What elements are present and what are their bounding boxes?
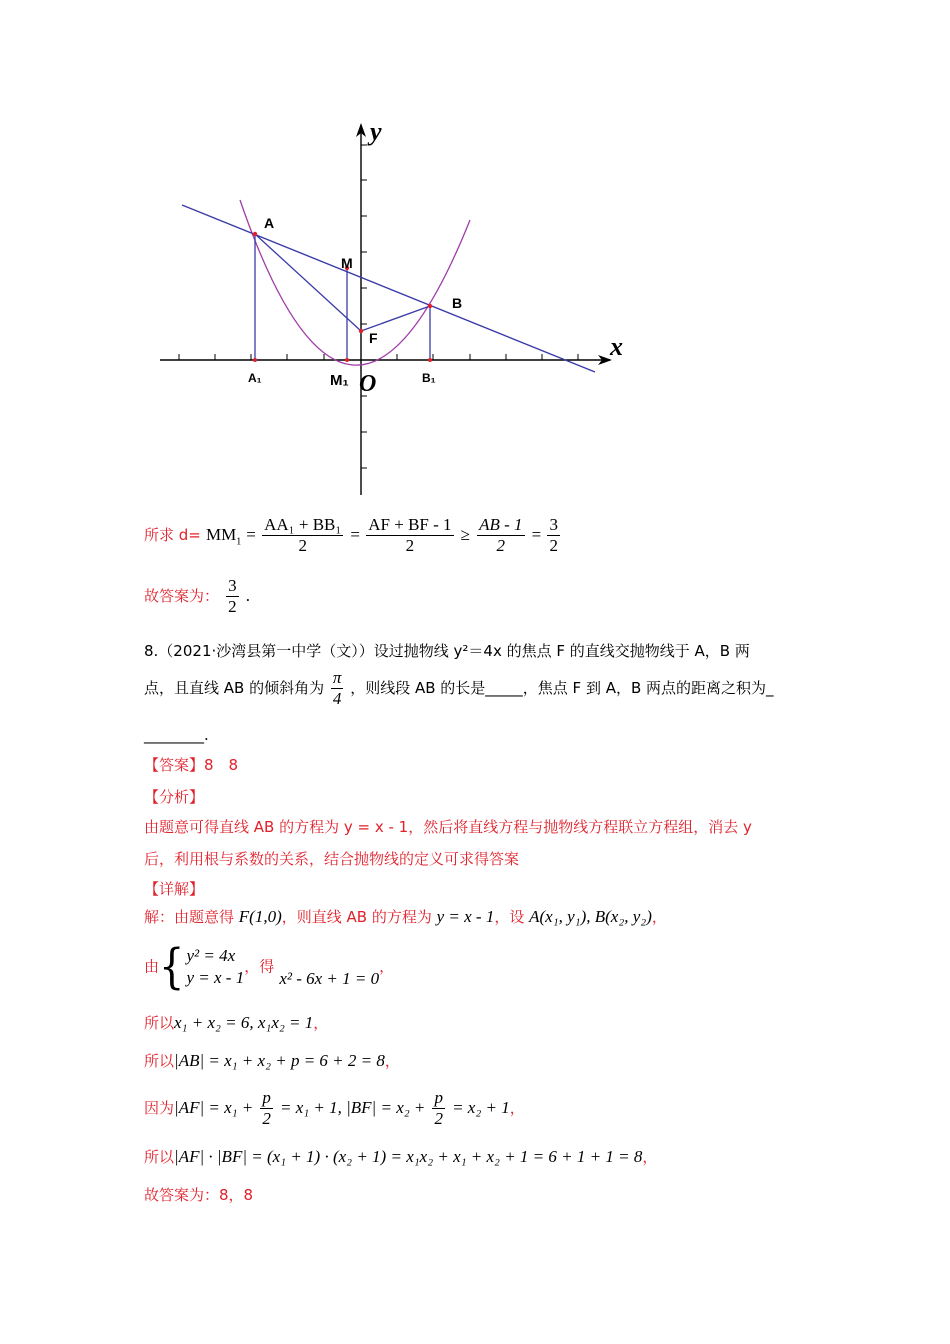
detail-line-ab: 所以|AB| = x₁ + x₂ + p = 6 + 2 = 8， <box>144 1051 400 1070</box>
label-y: y <box>370 117 382 146</box>
formula-prefix: 所求 d= <box>144 526 201 544</box>
label-a1: A₁ <box>248 371 262 385</box>
point-a1 <box>253 358 257 362</box>
formula-distance: 所求 $d= MM_1$ = $\frac{\text{AA₁ + BB₁}}{2}$ = $\frac{AF + BF - 1}{2}$ ≥ $\frac{AB - 1}{2}$ = $\frac{3}{2}$ <box>144 515 558 555</box>
label-m1: M₁ <box>330 372 349 389</box>
label-b: B <box>452 295 463 311</box>
point-b1 <box>428 358 432 362</box>
point-m1 <box>345 358 349 362</box>
detail-line-1: 解：由题意得 F(1,0)，则直线 AB 的方程为 y = x - 1，设 A(x₁, y₁), B(x₂, y₂)， <box>144 907 667 926</box>
analysis-line-2: 后，利用根与系数的关系，结合抛物线的定义可求得答案 <box>144 850 520 868</box>
point-b <box>428 304 432 308</box>
answer-label: 【答案】8 8 <box>144 756 239 774</box>
question-line-1: 8.（2021·沙湾县第一中学（文））设过抛物线 y²＝4x 的焦点 F 的直线交抛物线于 A，B 两 <box>144 642 750 660</box>
parabola-figure <box>140 110 640 500</box>
detail-final: 故答案为：8，8 <box>144 1186 254 1204</box>
y-ticks <box>361 145 367 468</box>
fraction-4: $\frac{3}{2}$ <box>549 515 558 555</box>
line-ab <box>182 205 595 372</box>
label-m: M <box>341 255 353 271</box>
point-f <box>359 329 363 333</box>
fraction-2: $\frac{AF + BF - 1}{2}$ <box>368 515 452 555</box>
detail-system: 由{ y² = 4x y = x - 1 ，得 x² - 6x + 1 = 0， <box>144 939 395 995</box>
angle-fraction: $\frac{\pi}{4}$ <box>332 668 342 708</box>
segment-af <box>255 234 361 331</box>
label-a: A <box>264 215 275 231</box>
fraction-3: $\frac{AB - 1}{2}$ <box>479 515 523 555</box>
detail-line-af: 因为|AF| = x₁ + $\frac{p}{2}$ = x₁ + 1, |BF| = x₂ + $\frac{p}{2}$ = x₂ + 1， <box>144 1088 525 1128</box>
parabola-curve <box>240 200 470 365</box>
question-line-2: 点，且直线 AB 的倾斜角为 $\frac{\pi}{4}$ ，则线段 AB 的长是_____，焦点 F 到 A，B 两点的距离之积为_ <box>144 668 774 708</box>
detail-line-sum: 所以x₁ + x₂ = 6, x₁x₂ = 1， <box>144 1013 329 1032</box>
answer-line: 故答案为： $\frac{3}{2}$ . <box>144 576 250 616</box>
label-f: F <box>369 330 378 346</box>
point-a <box>253 232 257 236</box>
fraction-1: $\frac{\text{AA₁ + BB₁}}{2}$ <box>264 515 342 555</box>
label-o: O <box>359 371 377 397</box>
analysis-label: 【分析】 <box>144 788 205 806</box>
detail-label: 【详解】 <box>144 880 205 898</box>
question-line-3: ________. <box>144 726 209 744</box>
formula-lhs: $MM_1$ <box>205 525 242 548</box>
label-x: x <box>610 332 623 361</box>
detail-line-product: 所以|AF| · |BF| = (x₁ + 1) · (x₂ + 1) = x₁x₂ + x₁ + x₂ + 1 = 6 + 1 + 1 = 8， <box>144 1147 658 1166</box>
analysis-line-1: 由题意可得直线 AB 的方程为 y = x - 1，然后将直线方程与抛物线方程联立方程组，消去 y <box>144 818 752 836</box>
label-b1: B₁ <box>422 371 436 385</box>
answer-fraction: $\frac{3}{2}$ <box>228 576 237 616</box>
